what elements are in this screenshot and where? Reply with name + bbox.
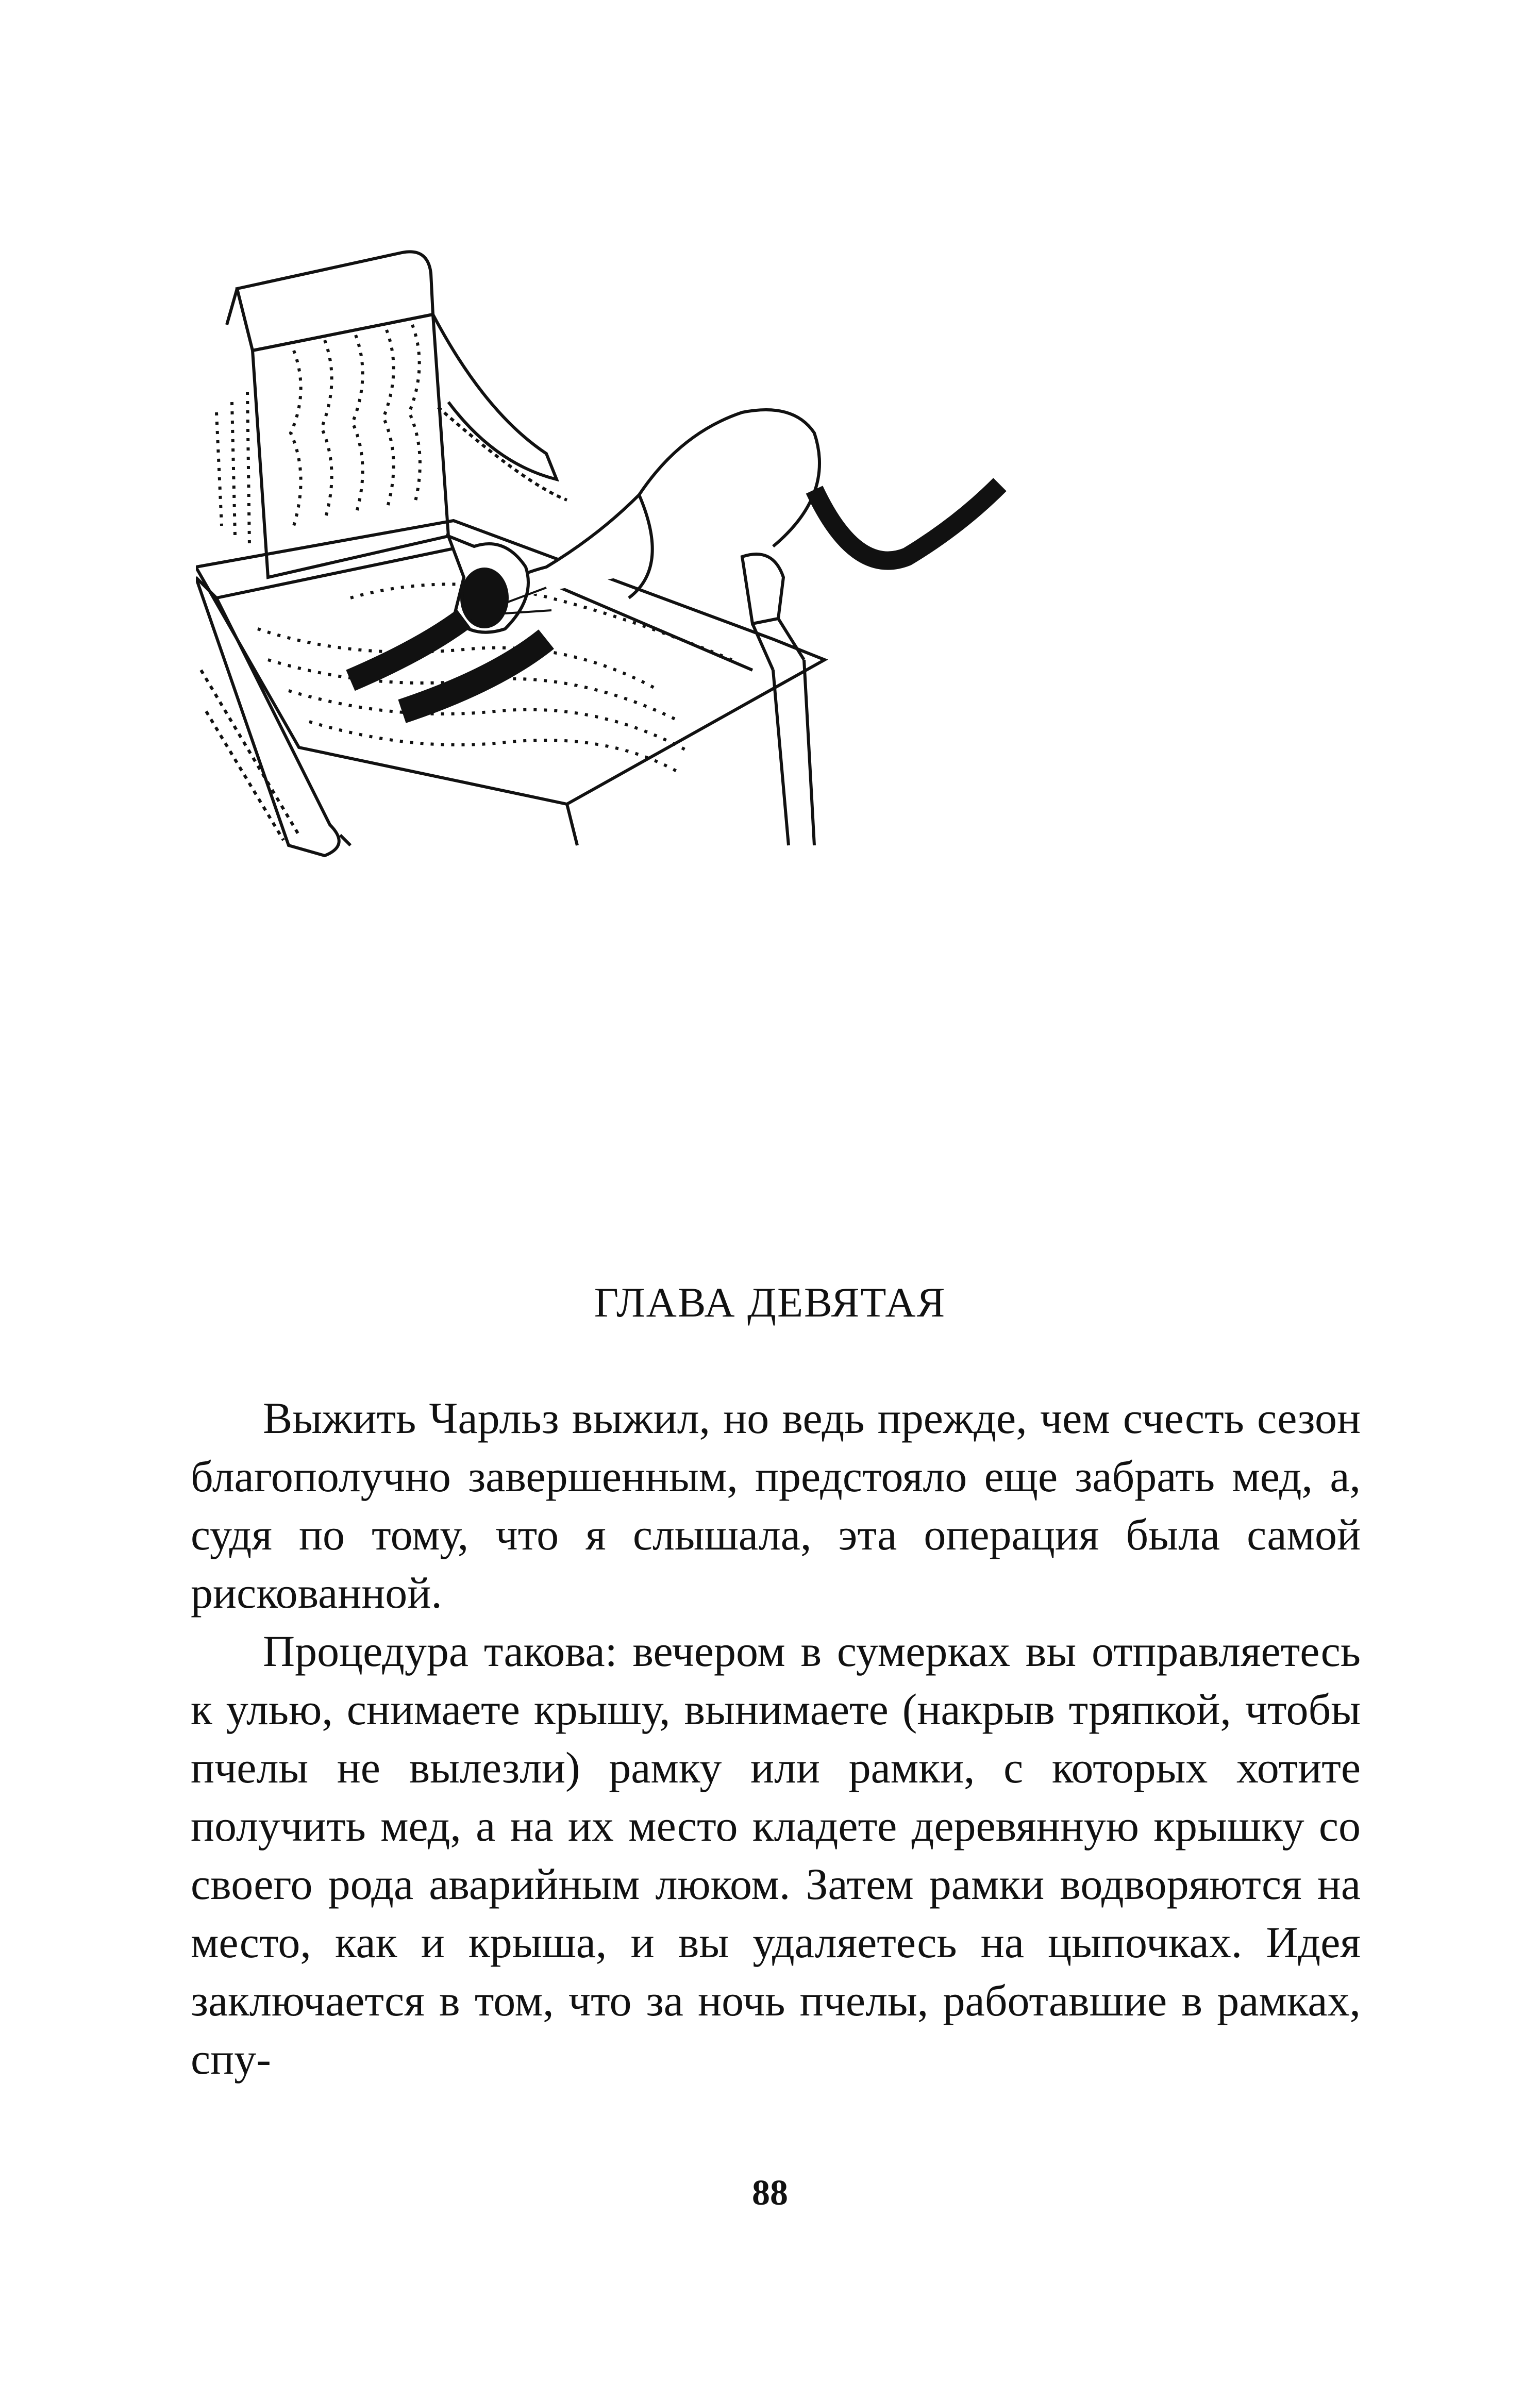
cat-on-chair-illustration xyxy=(196,227,1330,1160)
chair-leg xyxy=(340,660,814,845)
cat-left-front-leg xyxy=(350,619,464,680)
page-number: 88 xyxy=(752,2173,788,2213)
cat-tail xyxy=(814,485,1000,561)
chair-left-armrest xyxy=(196,577,339,856)
chapter-title: ГЛАВА ДЕВЯТАЯ xyxy=(594,1279,946,1326)
body-text xyxy=(191,1389,1361,2088)
paragraph: Процедура такова: вечером в сумерках вы отправляетесь к улью, снимаете крышу, вынимаете (накрыв тряпкой, чтобы пчелы не вылезли) рамку или рамки, с которых хотите получить мед, а на их место кладете деревянную крышку со своего рода аварийным люком. Затем рамки водворяются на место, как и крыша, и вы удаляетесь на цыпочках. Идея заключается в том, что за ночь пчелы, работавшие в рамках, спу- xyxy=(191,1626,1361,2084)
paragraph: Выжить Чарльз выжил, но ведь прежде, чем счесть сезон благополучно завершенным, предстояло еще забрать мед, а, судя по тому, что я слышала, эта операция была самой рискованной. xyxy=(191,1393,1361,1618)
backrest-fabric-pattern xyxy=(216,325,420,546)
chair-right-armrest xyxy=(433,314,557,479)
chair-backrest xyxy=(237,252,433,351)
